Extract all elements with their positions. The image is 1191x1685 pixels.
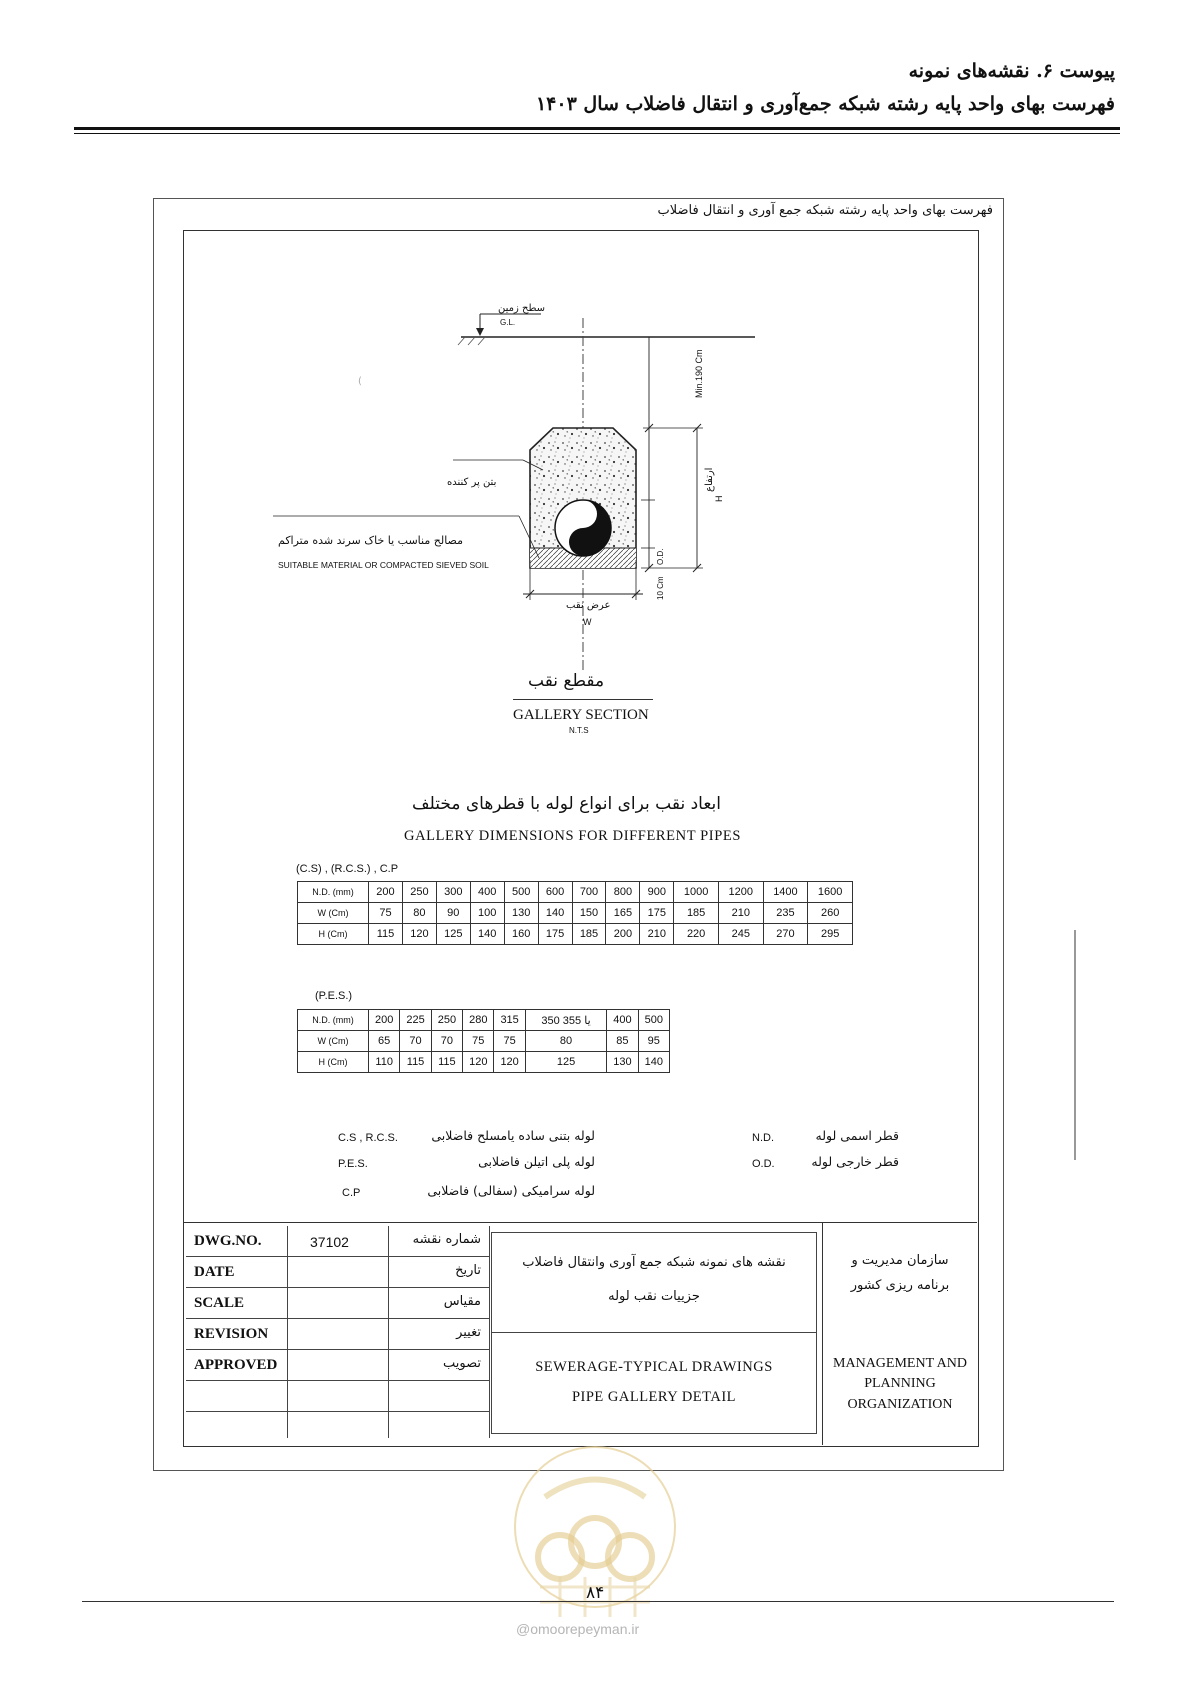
- row-label: H (Cm): [298, 1052, 369, 1073]
- row-label: H (Cm): [298, 924, 369, 945]
- table-cell: 75: [369, 903, 403, 924]
- table-cell: 400: [607, 1010, 638, 1031]
- table-cell: 125: [525, 1052, 606, 1073]
- table-cell: 185: [674, 903, 719, 924]
- table-cell: 200: [369, 882, 403, 903]
- legend-cs-en: C.S , R.C.S.: [338, 1132, 398, 1144]
- tb-divider-3: [489, 1226, 490, 1438]
- org-title-en-2: PLANNING: [864, 1376, 936, 1391]
- tb-row-approved: [186, 1350, 489, 1381]
- legend-nd-fa: قطر اسمی لوله: [815, 1128, 899, 1143]
- title-block-center: [491, 1232, 817, 1434]
- table-cell: 700: [572, 882, 606, 903]
- table-cell: 130: [607, 1052, 638, 1073]
- table-cell: 600: [538, 882, 572, 903]
- table-cell: 175: [538, 924, 572, 945]
- table-cell: 300: [436, 882, 470, 903]
- legend-cp-fa: لوله سرامیکی (سفالی) فاضلابی: [427, 1183, 595, 1198]
- table-cell: 90: [436, 903, 470, 924]
- tb-row-dwg-no: [186, 1226, 489, 1257]
- tb-org-divider: [822, 1222, 823, 1445]
- page-number: ۸۴: [586, 1583, 605, 1603]
- center-title-fa-1: نقشه های نمونه شبکه جمع آوری وانتقال فاضلاب: [522, 1255, 786, 1270]
- dimensions-title-en: GALLERY DIMENSIONS FOR DIFFERENT PIPES: [404, 828, 742, 844]
- section-title-en: GALLERY SECTION: [513, 707, 649, 723]
- table-cell: 120: [463, 1052, 494, 1073]
- section-title-fa: مقطع نقب: [528, 671, 605, 691]
- table-cell: 225: [400, 1010, 431, 1031]
- material-label-fa: مصالح مناسب یا خاک سرند شده متراکم: [278, 534, 463, 547]
- org-title-en-3: ORGANIZATION: [847, 1397, 953, 1412]
- dwg-no-label: DWG.NO.: [194, 1233, 262, 1249]
- center-title-fa-2: جزییات نقب لوله: [608, 1289, 700, 1304]
- legend-pes-en: P.E.S.: [338, 1158, 368, 1170]
- table-concrete-ceramic-pipes: [297, 881, 853, 945]
- table-cell: 280: [463, 1010, 494, 1031]
- title-block-left: [186, 1226, 489, 1438]
- row-label: N.D. (mm): [298, 1010, 369, 1031]
- header-rule-thick: [74, 127, 1120, 130]
- table-row: [298, 924, 853, 945]
- table-cell: 140: [638, 1052, 669, 1073]
- table-cell: 120: [402, 924, 436, 945]
- table-cell: 235: [763, 903, 808, 924]
- website-watermark: @omoorepeyman.ir: [516, 1621, 640, 1637]
- table1-caption: (C.S) , (R.C.S.) , C.P: [296, 863, 399, 875]
- od-label: O.D.: [656, 548, 665, 565]
- table-cell: 75: [494, 1031, 525, 1052]
- row-label: W (Cm): [298, 1031, 369, 1052]
- legend-pes-fa: لوله پلی اتیلن فاضلابی: [478, 1154, 595, 1169]
- table-cell: 160: [504, 924, 538, 945]
- date-label-fa: تاریخ: [455, 1263, 481, 1278]
- concrete-label: بتن پر کننده: [447, 477, 497, 488]
- table-cell: 1200: [718, 882, 763, 903]
- table-row: [298, 1010, 670, 1031]
- table-cell: 75: [463, 1031, 494, 1052]
- table-cell: 70: [431, 1031, 462, 1052]
- section-scale: N.T.S: [569, 726, 589, 735]
- table-row: [298, 903, 853, 924]
- min-depth-label: Min.190 Cm: [694, 349, 704, 398]
- scale-label: SCALE: [194, 1295, 245, 1311]
- section-title-rule: [513, 699, 653, 700]
- org-title-en-1: MANAGEMENT AND: [833, 1356, 967, 1371]
- table-cell: 400: [470, 882, 504, 903]
- table-cell: 800: [606, 882, 640, 903]
- center-title-en-1: SEWERAGE-TYPICAL DRAWINGS: [535, 1359, 773, 1375]
- table-cell: 270: [763, 924, 808, 945]
- table-cell: 210: [718, 903, 763, 924]
- tb-center-divider: [492, 1332, 816, 1333]
- center-title-en-2: PIPE GALLERY DETAIL: [571, 1389, 737, 1405]
- tb-row-date: [186, 1257, 489, 1288]
- table-cell: 130: [504, 903, 538, 924]
- width-label-en: W: [583, 617, 592, 627]
- table-cell: 80: [402, 903, 436, 924]
- table-cell: 120: [494, 1052, 525, 1073]
- table-cell: 115: [369, 924, 403, 945]
- table-cell: 70: [400, 1031, 431, 1052]
- tb-row-scale: [186, 1288, 489, 1319]
- table-cell: 500: [638, 1010, 669, 1031]
- ground-label-fa: سطح زمین: [498, 303, 546, 314]
- table-cell: 260: [808, 903, 853, 924]
- row-label: N.D. (mm): [298, 882, 369, 903]
- scan-artifact-mark: (: [358, 376, 362, 387]
- org-title-fa-2: برنامه ریزی کشور: [850, 1278, 950, 1293]
- table-cell: 200: [606, 924, 640, 945]
- table-cell: 200: [369, 1010, 400, 1031]
- dimensions-title-fa: ابعاد نقب برای انواع لوله با قطرهای مختلف: [412, 794, 722, 814]
- header-line-2: فهرست بهای واحد پایه رشته شبکه جمع‌آوری و انتقال فاضلاب سال ۱۴۰۳: [535, 93, 1115, 115]
- table-cell: 140: [470, 924, 504, 945]
- legend-nd-en: N.D.: [752, 1132, 774, 1144]
- ground-label-en: G.L.: [500, 318, 516, 327]
- revision-label: REVISION: [194, 1326, 269, 1342]
- table-cell: 80: [525, 1031, 606, 1052]
- row-label: W (Cm): [298, 903, 369, 924]
- table-cell: 250: [431, 1010, 462, 1031]
- dwg-no-value: 37102: [310, 1234, 349, 1250]
- table-cell: 115: [400, 1052, 431, 1073]
- approved-label-fa: تصویب: [443, 1356, 481, 1371]
- legend-cs-fa: لوله بتنی ساده یامسلح فاضلابی: [431, 1128, 595, 1143]
- table-cell: 315: [494, 1010, 525, 1031]
- table-cell: 250: [402, 882, 436, 903]
- org-title-fa-1: سازمان مدیریت و: [851, 1253, 949, 1268]
- table-row: [298, 1031, 670, 1052]
- date-label: DATE: [194, 1264, 235, 1280]
- table-cell: 140: [538, 903, 572, 924]
- width-label-fa: عرض نقب: [566, 600, 611, 611]
- table-cell: 185: [572, 924, 606, 945]
- height-label-en: H: [714, 495, 724, 502]
- table-cell: 100: [470, 903, 504, 924]
- table-cell: 220: [674, 924, 719, 945]
- revision-label-fa: تغییر: [456, 1325, 481, 1340]
- table-cell: 500: [504, 882, 538, 903]
- table-cell: 1000: [674, 882, 719, 903]
- approved-label: APPROVED: [194, 1357, 278, 1373]
- table-cell: 245: [718, 924, 763, 945]
- dwg-no-label-fa: شماره نقشه: [412, 1232, 481, 1247]
- tb-row-empty-1: [186, 1381, 489, 1412]
- scan-edge-mark: [1074, 930, 1076, 1160]
- legend-od-en: O.D.: [752, 1158, 775, 1170]
- legend-cp-en: C.P: [342, 1187, 361, 1199]
- table-cell: 210: [640, 924, 674, 945]
- bedding-label: 10 Cm: [656, 576, 665, 600]
- table-cell: 150: [572, 903, 606, 924]
- table2-caption: (P.E.S.): [315, 990, 353, 1002]
- table-cell: 165: [606, 903, 640, 924]
- table-cell: 85: [607, 1031, 638, 1052]
- table-cell: 295: [808, 924, 853, 945]
- table-row: [298, 882, 853, 903]
- sheet-top-caption: فهرست بهای واحد پایه رشته شبکه جمع آوری و انتقال فاضلاب: [657, 203, 993, 218]
- table-cell: 900: [640, 882, 674, 903]
- table-cell: 125: [436, 924, 470, 945]
- scale-label-fa: مقیاس: [443, 1294, 481, 1309]
- table-cell: 350 یا 355: [525, 1010, 606, 1031]
- header-rule-thin: [74, 133, 1120, 134]
- height-label-fa: ارتفاع: [704, 467, 715, 492]
- table-polyethylene-pipes: [297, 1009, 670, 1073]
- title-block-top-rule: [183, 1222, 977, 1223]
- material-label-en: SUITABLE MATERIAL OR COMPACTED SIEVED SOIL: [278, 560, 489, 570]
- header-line-1: پیوست ۶. نقشه‌های نمونه: [908, 60, 1115, 82]
- table-cell: 65: [369, 1031, 400, 1052]
- legend-od-fa: قطر خارجی لوله: [811, 1154, 899, 1169]
- table-cell: 95: [638, 1031, 669, 1052]
- table-row: [298, 1052, 670, 1073]
- table-cell: 110: [369, 1052, 400, 1073]
- table-cell: 1400: [763, 882, 808, 903]
- tb-row-revision: [186, 1319, 489, 1350]
- tb-row-empty-2: [186, 1412, 489, 1442]
- table-cell: 115: [431, 1052, 462, 1073]
- table-cell: 175: [640, 903, 674, 924]
- table-cell: 1600: [808, 882, 853, 903]
